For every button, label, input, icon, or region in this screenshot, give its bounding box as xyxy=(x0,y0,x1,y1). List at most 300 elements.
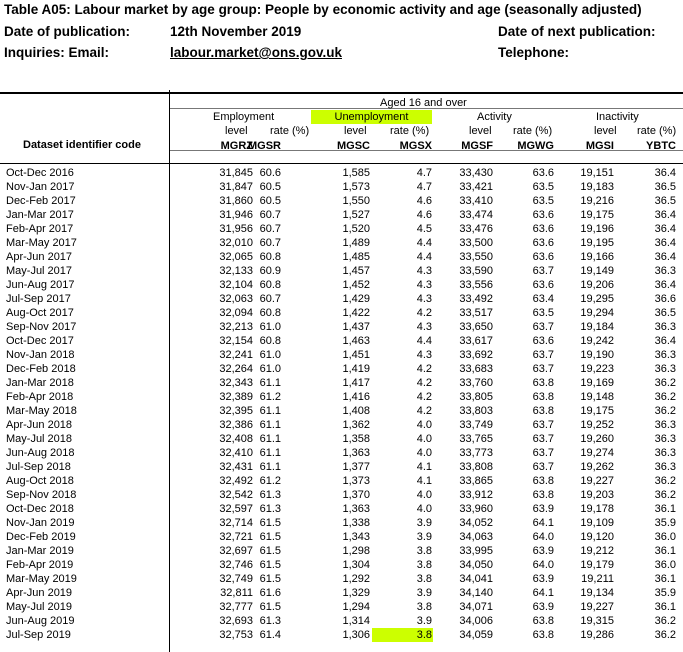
row-period-cell: Nov-Jan 2018 xyxy=(6,349,75,361)
row-value-cell: 33,760 xyxy=(459,377,493,389)
row-value-cell: 1,408 xyxy=(342,405,370,417)
row-value-cell: 33,430 xyxy=(459,167,493,179)
row-value-cell: 33,912 xyxy=(459,489,493,501)
row-value-cell: 32,154 xyxy=(219,335,253,347)
row-value-cell: 32,597 xyxy=(219,503,253,515)
row-value-cell: 1,362 xyxy=(342,419,370,431)
row-value-cell: 1,377 xyxy=(342,461,370,473)
row-value-cell: 19,183 xyxy=(580,181,614,193)
row-period-cell: Aug-Oct 2018 xyxy=(6,475,74,487)
table-row xyxy=(0,600,683,614)
row-value-cell: 33,692 xyxy=(459,349,493,361)
row-period-cell: Feb-Apr 2017 xyxy=(6,223,74,235)
row-value-cell: 36.3 xyxy=(654,363,676,375)
table-row xyxy=(0,488,683,502)
row-value-cell: 19,175 xyxy=(580,209,614,221)
row-value-cell: 1,489 xyxy=(342,237,370,249)
row-value-cell: 33,421 xyxy=(459,181,493,193)
row-value-cell: 32,746 xyxy=(219,559,253,571)
row-value-cell: 36.4 xyxy=(654,279,676,291)
row-value-cell: 19,212 xyxy=(580,545,614,557)
table-top-border xyxy=(0,92,683,94)
row-value-cell: 32,721 xyxy=(219,531,253,543)
row-value-cell: 4.0 xyxy=(416,447,432,459)
table-row xyxy=(0,446,683,460)
row-value-cell: 19,178 xyxy=(580,503,614,515)
row-value-cell: 31,956 xyxy=(219,223,253,235)
row-value-cell: 63.7 xyxy=(532,349,554,361)
row-value-cell: 36.2 xyxy=(654,391,676,403)
row-value-cell: 1,451 xyxy=(342,349,370,361)
row-period-cell: Jun-Aug 2019 xyxy=(6,615,75,627)
row-value-cell: 19,195 xyxy=(580,237,614,249)
row-period-cell: Mar-May 2019 xyxy=(6,573,77,585)
row-value-cell: 19,227 xyxy=(580,475,614,487)
row-value-cell: 32,753 xyxy=(219,629,253,641)
row-value-cell: 19,227 xyxy=(580,601,614,613)
row-value-cell: 19,286 xyxy=(580,629,614,641)
row-value-cell: 4.3 xyxy=(416,321,432,333)
row-value-cell: 3.8 xyxy=(416,559,432,571)
row-value-cell: 61.0 xyxy=(259,349,281,361)
row-value-cell: 63.8 xyxy=(532,489,554,501)
row-value-cell: 1,298 xyxy=(342,545,370,557)
row-value-cell: 32,777 xyxy=(219,601,253,613)
row-value-cell: 1,292 xyxy=(342,573,370,585)
table-row xyxy=(0,586,683,600)
row-value-cell: 36.3 xyxy=(654,433,676,445)
code-employment-rate: MGSR xyxy=(248,140,281,152)
table-row xyxy=(0,460,683,474)
row-value-cell: 36.1 xyxy=(654,573,676,585)
row-period-cell: Jul-Sep 2019 xyxy=(6,629,71,641)
row-period-cell: Jun-Aug 2018 xyxy=(6,447,75,459)
row-period-cell: Mar-May 2018 xyxy=(6,405,77,417)
row-value-cell: 19,169 xyxy=(580,377,614,389)
row-value-cell: 33,474 xyxy=(459,209,493,221)
row-value-cell: 60.7 xyxy=(259,223,281,235)
row-value-cell: 1,419 xyxy=(342,363,370,375)
row-value-cell: 4.2 xyxy=(416,405,432,417)
row-period-cell: Dec-Feb 2017 xyxy=(6,195,76,207)
row-value-cell: 34,140 xyxy=(459,587,493,599)
table-row xyxy=(0,306,683,320)
row-value-cell: 1,585 xyxy=(342,167,370,179)
row-value-cell: 61.3 xyxy=(259,489,281,501)
row-period-cell: Dec-Feb 2018 xyxy=(6,363,76,375)
row-value-cell: 33,749 xyxy=(459,419,493,431)
row-value-cell: 4.0 xyxy=(416,419,432,431)
row-value-cell: 1,457 xyxy=(342,265,370,277)
row-value-cell: 63.7 xyxy=(532,447,554,459)
row-value-cell: 19,179 xyxy=(580,559,614,571)
row-value-cell: 60.8 xyxy=(259,251,281,263)
row-value-cell: 63.9 xyxy=(532,601,554,613)
row-value-cell: 61.1 xyxy=(259,419,281,431)
row-period-cell: Oct-Dec 2018 xyxy=(6,503,74,515)
row-value-cell: 63.5 xyxy=(532,307,554,319)
table-row xyxy=(0,180,683,194)
row-value-cell: 33,617 xyxy=(459,335,493,347)
row-value-cell: 4.6 xyxy=(416,209,432,221)
data-table-body xyxy=(0,166,683,642)
row-period-cell: May-Jul 2017 xyxy=(6,265,73,277)
row-value-cell: 36.4 xyxy=(654,251,676,263)
row-value-cell: 63.9 xyxy=(532,573,554,585)
inactivity-header: Inactivity xyxy=(596,111,639,123)
row-value-cell: 1,306 xyxy=(342,629,370,641)
row-value-cell: 61.1 xyxy=(259,447,281,459)
row-value-cell: 31,946 xyxy=(219,209,253,221)
row-period-cell: Jan-Mar 2019 xyxy=(6,545,74,557)
row-value-cell: 36.3 xyxy=(654,461,676,473)
row-value-cell: 63.8 xyxy=(532,377,554,389)
table-row xyxy=(0,516,683,530)
row-value-cell: 1,452 xyxy=(342,279,370,291)
activity-rate-label: rate (%) xyxy=(513,125,553,137)
row-period-cell: Apr-Jun 2019 xyxy=(6,587,73,599)
table-row xyxy=(0,614,683,628)
row-value-cell: 4.3 xyxy=(416,293,432,305)
row-value-cell: 61.5 xyxy=(259,517,281,529)
row-value-cell: 34,071 xyxy=(459,601,493,613)
row-period-cell: Dec-Feb 2019 xyxy=(6,531,76,543)
row-value-cell: 4.2 xyxy=(416,363,432,375)
table-row xyxy=(0,628,683,642)
row-value-cell: 32,213 xyxy=(219,321,253,333)
unemployment-level-label: level xyxy=(344,125,367,137)
row-value-cell: 34,052 xyxy=(459,517,493,529)
row-value-cell: 3.9 xyxy=(416,615,432,627)
table-row xyxy=(0,418,683,432)
row-value-cell: 19,166 xyxy=(580,251,614,263)
row-value-cell: 32,010 xyxy=(219,237,253,249)
row-value-cell: 32,343 xyxy=(219,377,253,389)
row-value-cell: 61.1 xyxy=(259,433,281,445)
row-value-cell: 19,149 xyxy=(580,265,614,277)
table-row xyxy=(0,194,683,208)
row-value-cell: 19,120 xyxy=(580,531,614,543)
row-period-cell: May-Jul 2018 xyxy=(6,433,73,445)
row-value-cell: 32,410 xyxy=(219,447,253,459)
row-value-cell: 60.5 xyxy=(259,195,281,207)
row-value-cell: 61.1 xyxy=(259,461,281,473)
row-value-cell: 4.2 xyxy=(416,307,432,319)
telephone-label: Telephone: xyxy=(498,45,570,60)
row-value-cell: 61.0 xyxy=(259,363,281,375)
row-value-cell: 32,264 xyxy=(219,363,253,375)
row-value-cell: 36.2 xyxy=(654,377,676,389)
table-row xyxy=(0,264,683,278)
row-value-cell: 33,773 xyxy=(459,447,493,459)
row-value-cell: 36.1 xyxy=(654,503,676,515)
inactivity-rate-label: rate (%) xyxy=(637,125,677,137)
row-value-cell: 1,573 xyxy=(342,181,370,193)
row-period-cell: Oct-Dec 2017 xyxy=(6,335,74,347)
row-value-cell: 33,500 xyxy=(459,237,493,249)
row-period-cell: Sep-Nov 2018 xyxy=(6,489,77,501)
row-value-cell: 33,517 xyxy=(459,307,493,319)
row-period-cell: Apr-Jun 2017 xyxy=(6,251,73,263)
row-value-cell: 36.2 xyxy=(654,475,676,487)
activity-level-label: level xyxy=(469,125,492,137)
row-value-cell: 63.4 xyxy=(532,293,554,305)
row-period-cell: Mar-May 2017 xyxy=(6,237,77,249)
row-value-cell: 33,590 xyxy=(459,265,493,277)
row-value-cell: 32,408 xyxy=(219,433,253,445)
row-value-cell: 32,697 xyxy=(219,545,253,557)
row-value-cell: 32,133 xyxy=(219,265,253,277)
row-value-cell: 63.6 xyxy=(532,167,554,179)
row-value-cell: 3.8 xyxy=(416,601,432,613)
row-value-cell: 4.5 xyxy=(416,223,432,235)
row-value-cell: 63.8 xyxy=(532,475,554,487)
row-value-cell: 3.9 xyxy=(416,531,432,543)
row-period-cell: Jul-Sep 2017 xyxy=(6,293,71,305)
row-period-cell: Nov-Jan 2017 xyxy=(6,181,75,193)
row-value-cell: 19,295 xyxy=(580,293,614,305)
row-value-cell: 4.3 xyxy=(416,349,432,361)
table-row xyxy=(0,208,683,222)
row-value-cell: 4.4 xyxy=(416,335,432,347)
row-value-cell: 4.3 xyxy=(416,265,432,277)
row-value-cell: 64.0 xyxy=(532,559,554,571)
row-value-cell: 33,960 xyxy=(459,503,493,515)
row-value-cell: 19,262 xyxy=(580,461,614,473)
row-value-cell: 1,338 xyxy=(342,517,370,529)
row-value-cell: 19,211 xyxy=(581,573,614,585)
code-employment-level: MGRZ xyxy=(220,140,253,152)
unemployment-header: Unemployment xyxy=(311,110,432,124)
row-value-cell: 63.6 xyxy=(532,223,554,235)
row-value-cell: 32,063 xyxy=(219,293,253,305)
table-row xyxy=(0,166,683,180)
row-value-cell: 4.6 xyxy=(416,195,432,207)
row-value-cell: 60.8 xyxy=(259,279,281,291)
activity-header: Activity xyxy=(477,111,512,123)
dataset-id-label: Dataset identifier code xyxy=(23,139,141,151)
row-value-cell: 1,437 xyxy=(342,321,370,333)
email-link[interactable]: labour.market@ons.gov.uk xyxy=(170,45,342,60)
row-value-cell: 36.5 xyxy=(654,307,676,319)
row-value-cell: 4.3 xyxy=(416,279,432,291)
row-value-cell: 33,556 xyxy=(459,279,493,291)
row-value-cell: 32,749 xyxy=(219,573,253,585)
row-value-cell: 36.4 xyxy=(654,237,676,249)
code-activity-level: MGSF xyxy=(461,140,493,152)
row-value-cell: 19,175 xyxy=(580,405,614,417)
row-value-cell: 4.7 xyxy=(416,167,432,179)
row-value-cell: 1,358 xyxy=(342,433,370,445)
row-value-cell: 4.1 xyxy=(416,475,432,487)
row-value-cell: 33,650 xyxy=(459,321,493,333)
row-value-cell: 4.0 xyxy=(416,503,432,515)
row-value-cell: 33,995 xyxy=(459,545,493,557)
row-value-cell: 63.8 xyxy=(532,615,554,627)
row-period-cell: Sep-Nov 2017 xyxy=(6,321,77,333)
row-value-cell: 4.2 xyxy=(416,391,432,403)
row-value-cell: 36.2 xyxy=(654,629,676,641)
table-row xyxy=(0,320,683,334)
row-value-cell: 3.8 xyxy=(416,545,432,557)
row-value-cell: 63.7 xyxy=(532,419,554,431)
table-row xyxy=(0,376,683,390)
row-value-cell: 1,314 xyxy=(342,615,370,627)
publication-date-value: 12th November 2019 xyxy=(170,24,302,39)
row-value-cell: 1,294 xyxy=(342,601,370,613)
row-value-cell: 61.4 xyxy=(259,629,281,641)
row-value-cell: 1,417 xyxy=(342,377,370,389)
row-value-cell: 33,803 xyxy=(459,405,493,417)
row-value-cell: 61.1 xyxy=(259,377,281,389)
row-period-cell: Apr-Jun 2018 xyxy=(6,419,73,431)
row-period-cell: Jul-Sep 2018 xyxy=(6,461,71,473)
row-value-cell: 36.0 xyxy=(654,531,676,543)
row-value-cell: 34,041 xyxy=(459,573,493,585)
row-value-cell: 19,184 xyxy=(580,321,614,333)
row-value-cell: 36.0 xyxy=(654,559,676,571)
table-row xyxy=(0,292,683,306)
code-unemployment-level: MGSC xyxy=(337,140,370,152)
row-value-cell: 33,492 xyxy=(459,293,493,305)
row-value-cell: 63.6 xyxy=(532,279,554,291)
row-value-cell: 61.2 xyxy=(259,475,281,487)
row-value-cell: 34,059 xyxy=(459,629,493,641)
row-value-cell: 4.4 xyxy=(416,251,432,263)
row-value-cell: 61.3 xyxy=(259,615,281,627)
row-period-cell: Oct-Dec 2016 xyxy=(6,167,74,179)
row-value-cell: 31,847 xyxy=(219,181,253,193)
row-value-cell: 60.5 xyxy=(259,181,281,193)
row-value-cell: 61.0 xyxy=(259,321,281,333)
table-row xyxy=(0,502,683,516)
row-value-cell: 36.1 xyxy=(654,545,676,557)
row-value-cell: 33,410 xyxy=(459,195,493,207)
header-bottom-border xyxy=(0,163,683,164)
row-value-cell: 32,714 xyxy=(219,517,253,529)
row-value-cell: 32,395 xyxy=(219,405,253,417)
row-value-cell: 31,860 xyxy=(219,195,253,207)
row-value-cell: 1,429 xyxy=(342,293,370,305)
row-value-cell: 63.8 xyxy=(532,405,554,417)
row-value-cell: 36.3 xyxy=(654,321,676,333)
table-row xyxy=(0,362,683,376)
row-value-cell: 4.0 xyxy=(416,489,432,501)
row-value-cell: 64.1 xyxy=(532,517,554,529)
row-value-cell: 33,550 xyxy=(459,251,493,263)
row-value-cell: 61.5 xyxy=(259,573,281,585)
row-value-cell: 4.2 xyxy=(416,377,432,389)
row-value-cell: 35.9 xyxy=(654,587,676,599)
row-value-cell: 1,373 xyxy=(342,475,370,487)
row-value-cell: 1,520 xyxy=(342,223,370,235)
table-row xyxy=(0,236,683,250)
row-value-cell: 36.2 xyxy=(654,489,676,501)
row-value-cell: 3.9 xyxy=(416,517,432,529)
row-value-cell: 36.1 xyxy=(654,601,676,613)
row-value-cell: 32,104 xyxy=(219,279,253,291)
row-value-cell: 33,476 xyxy=(459,223,493,235)
row-value-cell: 63.7 xyxy=(532,363,554,375)
row-value-cell: 36.2 xyxy=(654,405,676,417)
row-value-cell: 34,006 xyxy=(459,615,493,627)
row-value-cell: 61.5 xyxy=(259,559,281,571)
row-value-cell: 32,492 xyxy=(219,475,253,487)
row-value-cell: 61.5 xyxy=(259,531,281,543)
row-value-cell: 34,050 xyxy=(459,559,493,571)
table-row xyxy=(0,432,683,446)
row-value-cell: 1,363 xyxy=(342,503,370,515)
table-row xyxy=(0,572,683,586)
row-value-cell: 60.7 xyxy=(259,293,281,305)
publication-date-label: Date of publication: xyxy=(4,24,130,39)
table-row xyxy=(0,474,683,488)
row-value-cell: 36.3 xyxy=(654,447,676,459)
row-period-cell: Nov-Jan 2019 xyxy=(6,517,75,529)
row-value-cell: 32,386 xyxy=(219,419,253,431)
row-value-cell: 3.9 xyxy=(416,587,432,599)
row-value-cell: 19,216 xyxy=(580,195,614,207)
row-value-cell: 36.3 xyxy=(654,265,676,277)
row-value-cell: 1,485 xyxy=(342,251,370,263)
row-value-cell: 31,845 xyxy=(219,167,253,179)
row-value-cell: 36.4 xyxy=(654,223,676,235)
row-value-cell: 63.5 xyxy=(532,181,554,193)
code-activity-rate: MGWG xyxy=(517,140,554,152)
table-row xyxy=(0,558,683,572)
row-value-cell: 36.5 xyxy=(654,195,676,207)
code-inactivity-rate: YBTC xyxy=(646,140,676,152)
row-value-cell: 19,315 xyxy=(580,615,614,627)
employment-header: Employment xyxy=(213,111,275,123)
row-value-cell: 1,370 xyxy=(342,489,370,501)
unemployment-rate-label: rate (%) xyxy=(390,125,430,137)
row-value-cell: 63.6 xyxy=(532,251,554,263)
row-value-cell: 36.4 xyxy=(654,167,676,179)
employment-level-label: level xyxy=(225,125,248,137)
row-value-cell: 60.8 xyxy=(259,335,281,347)
row-value-cell: 19,109 xyxy=(580,517,614,529)
code-unemployment-rate: MGSX xyxy=(399,140,432,152)
row-value-cell: 32,811 xyxy=(220,587,253,599)
row-value-cell: 61.1 xyxy=(259,405,281,417)
row-value-cell: 63.9 xyxy=(532,545,554,557)
row-value-cell: 32,389 xyxy=(219,391,253,403)
row-value-cell: 36.6 xyxy=(654,293,676,305)
row-value-cell: 19,252 xyxy=(580,419,614,431)
row-value-cell: 63.8 xyxy=(532,629,554,641)
row-value-cell: 19,294 xyxy=(580,307,614,319)
row-value-cell: 34,063 xyxy=(459,531,493,543)
row-value-cell: 63.7 xyxy=(532,265,554,277)
row-period-cell: Jan-Mar 2018 xyxy=(6,377,74,389)
table-row xyxy=(0,390,683,404)
table-row xyxy=(0,250,683,264)
row-value-cell: 1,304 xyxy=(342,559,370,571)
row-value-cell: 32,241 xyxy=(219,349,253,361)
row-value-cell: 1,363 xyxy=(342,447,370,459)
row-value-cell: 4.0 xyxy=(416,433,432,445)
table-row xyxy=(0,222,683,236)
row-value-cell: 36.3 xyxy=(654,419,676,431)
row-value-cell: 61.3 xyxy=(259,503,281,515)
row-value-cell: 19,260 xyxy=(580,433,614,445)
row-value-cell: 36.4 xyxy=(654,209,676,221)
next-publication-label: Date of next publication: xyxy=(498,24,656,39)
row-value-cell: 36.4 xyxy=(654,335,676,347)
row-value-cell: 63.6 xyxy=(532,237,554,249)
row-value-cell: 32,094 xyxy=(219,307,253,319)
